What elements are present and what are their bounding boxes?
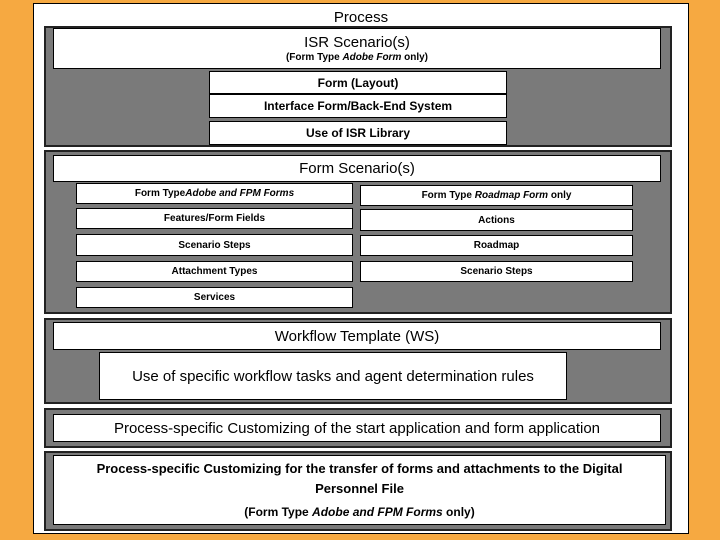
- left-item: Services: [76, 287, 353, 308]
- interface-box: Interface Form/Back-End System: [209, 94, 507, 118]
- isr-subtitle-suffix: only): [401, 52, 429, 63]
- transfer-note: [54, 505, 665, 519]
- right-column-header: [360, 185, 633, 206]
- workflow-body: Use of specific workflow tasks and agent determination rules: [99, 352, 567, 400]
- left-item: Scenario Steps: [76, 234, 353, 256]
- transfer-box: [53, 455, 666, 525]
- transfer-note-prefix: (Form Type: [244, 505, 313, 519]
- isr-subtitle-prefix: (Form Type: [285, 52, 343, 63]
- right-header-suffix: only: [548, 190, 572, 201]
- form-layout-box: Form (Layout): [209, 71, 507, 94]
- isr-library-box: Use of ISR Library: [209, 121, 507, 145]
- right-item: Roadmap: [360, 235, 633, 256]
- left-header-prefix: Form Type: [134, 188, 186, 199]
- left-header-em: Adobe and FPM Forms: [185, 188, 295, 199]
- transfer-text: Process-specific Customizing for the transfer of forms and attachments to the Digital Personnel File: [96, 461, 623, 496]
- isr-subtitle-em: Adobe Form: [342, 52, 402, 63]
- right-item: Scenario Steps: [360, 261, 633, 282]
- right-item: Actions: [360, 209, 633, 231]
- isr-scenario-header: [53, 28, 661, 69]
- transfer-note-suffix: only): [442, 505, 475, 519]
- left-column-header: [76, 183, 353, 204]
- page-title: Process: [333, 9, 389, 26]
- customizing-box: Process-specific Customizing of the start application and form application: [53, 414, 661, 442]
- isr-scenario-subtitle: [54, 52, 660, 63]
- left-item: Features/Form Fields: [76, 208, 353, 229]
- transfer-note-em: Adobe and FPM Forms: [312, 505, 443, 519]
- isr-scenario-title: ISR Scenario(s): [304, 34, 410, 51]
- right-header-em: Roadmap Form: [474, 190, 549, 201]
- workflow-header: Workflow Template (WS): [53, 322, 661, 350]
- form-scenario-header: Form Scenario(s): [53, 155, 661, 182]
- left-item: Attachment Types: [76, 261, 353, 282]
- right-header-prefix: Form Type: [421, 190, 475, 201]
